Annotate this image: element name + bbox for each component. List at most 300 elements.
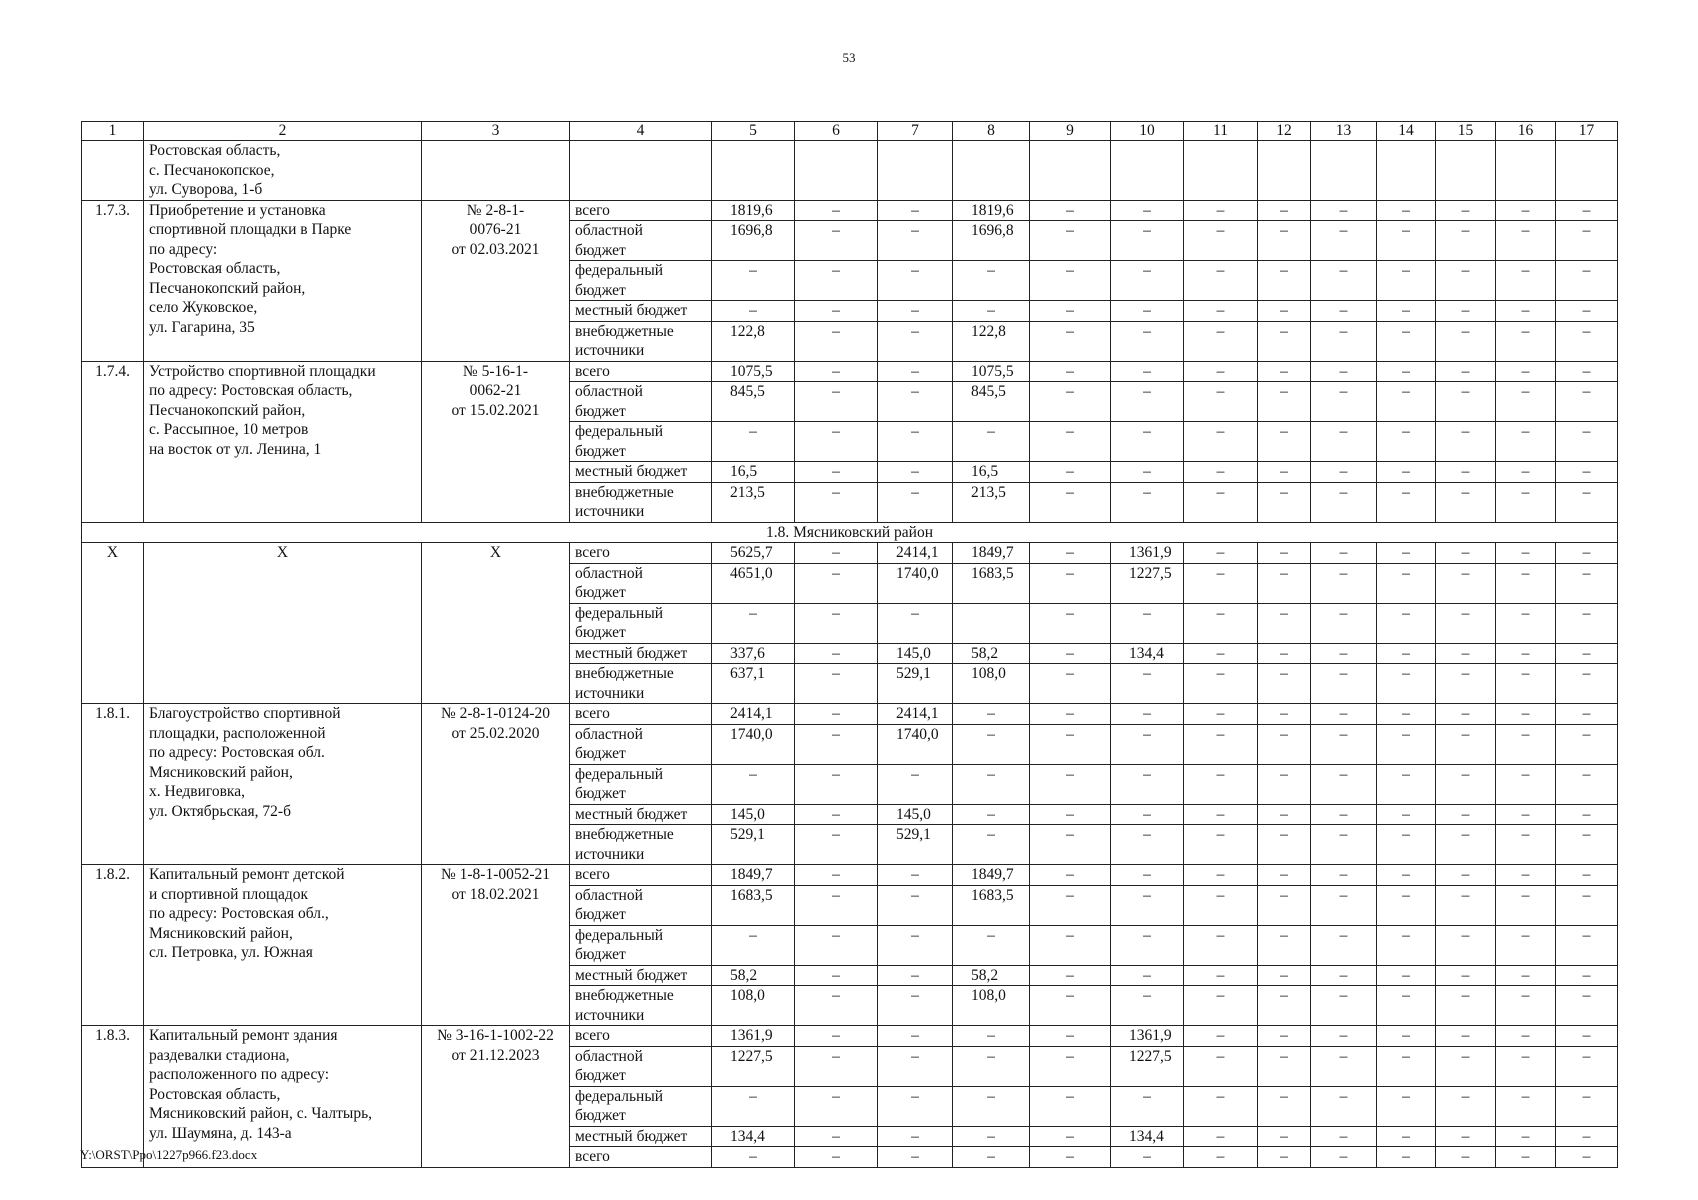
value-cell: –	[795, 462, 878, 483]
row-number: 1.8.3.	[82, 1026, 144, 1168]
value-cell: –	[1030, 462, 1111, 483]
value-cell: –	[1184, 1026, 1258, 1047]
value-cell: –	[1556, 603, 1618, 643]
value-cell: –	[878, 885, 953, 925]
column-header: 12	[1258, 122, 1311, 141]
value-cell: –	[795, 1026, 878, 1047]
value-cell: 1849,7	[953, 543, 1030, 564]
value-cell: –	[1030, 361, 1111, 382]
value-cell: 108,0	[712, 986, 795, 1026]
value-cell: –	[1311, 382, 1377, 422]
value-cell: –	[1436, 361, 1496, 382]
value-cell: 122,8	[953, 321, 1030, 361]
value-cell: –	[1496, 825, 1556, 865]
value-cell: –	[1311, 986, 1377, 1026]
funding-source: федеральный бюджет	[570, 925, 712, 965]
value-cell: –	[953, 261, 1030, 301]
row-number: 1.8.1.	[82, 704, 144, 865]
row-number: 1.7.4.	[82, 361, 144, 522]
value-cell: –	[1377, 361, 1436, 382]
value-cell: –	[1030, 482, 1111, 522]
value-cell: –	[1496, 482, 1556, 522]
value-cell: –	[1556, 804, 1618, 825]
value-cell: –	[1436, 664, 1496, 704]
value-cell: 5625,7	[712, 543, 795, 564]
value-cell: –	[1436, 1147, 1496, 1168]
value-cell: –	[1111, 704, 1184, 725]
value-cell: –	[1556, 865, 1618, 886]
value-cell: –	[1030, 804, 1111, 825]
value-cell: –	[1030, 704, 1111, 725]
value-cell: –	[1030, 724, 1111, 764]
value-cell: –	[878, 482, 953, 522]
value-cell: 1227,5	[712, 1046, 795, 1086]
value-cell: –	[1258, 1126, 1311, 1147]
value-cell: –	[878, 603, 953, 643]
value-cell: –	[1377, 1147, 1436, 1168]
value-cell: –	[1377, 221, 1436, 261]
value-cell: –	[1184, 422, 1258, 462]
value-cell: –	[1311, 1126, 1377, 1147]
value-cell: –	[1184, 1126, 1258, 1147]
value-cell: –	[1496, 643, 1556, 664]
value-cell: 4651,0	[712, 563, 795, 603]
value-cell: –	[1258, 200, 1311, 221]
value-cell: –	[1258, 563, 1311, 603]
value-cell: –	[712, 925, 795, 965]
value-cell: 1696,8	[953, 221, 1030, 261]
value-cell: –	[1311, 361, 1377, 382]
value-cell: –	[1311, 1086, 1377, 1126]
table-row	[82, 361, 1618, 382]
value-cell: 1819,6	[712, 200, 795, 221]
value-cell: –	[1496, 664, 1556, 704]
value-cell: –	[712, 301, 795, 322]
value-cell: –	[1496, 301, 1556, 322]
value-cell: –	[1111, 422, 1184, 462]
value-cell: –	[1556, 1126, 1618, 1147]
value-cell: –	[795, 664, 878, 704]
row-number: 1.8.2.	[82, 865, 144, 1026]
value-cell: –	[795, 965, 878, 986]
row-number: 1.7.3.	[82, 200, 144, 361]
value-cell: –	[1184, 1046, 1258, 1086]
value-cell: –	[1111, 664, 1184, 704]
funding-source: всего	[570, 704, 712, 725]
value-cell: –	[1111, 301, 1184, 322]
value-cell: –	[1311, 563, 1377, 603]
value-cell: –	[1030, 563, 1111, 603]
value-cell: 145,0	[712, 804, 795, 825]
value-cell: 1683,5	[712, 885, 795, 925]
value-cell: –	[1258, 261, 1311, 301]
value-cell: –	[1377, 301, 1436, 322]
funding-source: местный бюджет	[570, 462, 712, 483]
value-cell: –	[712, 764, 795, 804]
value-cell: 16,5	[953, 462, 1030, 483]
value-cell: –	[1496, 704, 1556, 725]
value-cell: –	[1436, 221, 1496, 261]
value-cell: –	[1258, 865, 1311, 886]
value-cell: –	[1436, 643, 1496, 664]
document-number: № 5-16-1- 0062-21 от 15.02.2021	[422, 361, 570, 522]
value-cell: –	[1030, 986, 1111, 1026]
funding-source: областной бюджет	[570, 221, 712, 261]
value-cell: –	[1111, 764, 1184, 804]
table-row	[82, 200, 1618, 221]
object-name: Капитальный ремонт здания раздевалки стадиона, расположенного по адресу: Ростовская область, Мясниковский район, с. Чалтырь, ул. Шаумяна, д. 143-а	[144, 1026, 422, 1168]
value-cell: –	[712, 422, 795, 462]
value-cell: –	[712, 1147, 795, 1168]
column-header: 15	[1436, 122, 1496, 141]
value-cell: –	[1311, 301, 1377, 322]
value-cell: –	[795, 1046, 878, 1086]
value-cell: –	[953, 925, 1030, 965]
value-cell: –	[1436, 825, 1496, 865]
value-cell: –	[1258, 422, 1311, 462]
empty-cell	[795, 141, 878, 201]
value-cell: –	[1377, 704, 1436, 725]
value-cell: 134,4	[1111, 1126, 1184, 1147]
value-cell: –	[1311, 221, 1377, 261]
value-cell: –	[1496, 200, 1556, 221]
value-cell: –	[1556, 885, 1618, 925]
value-cell: –	[795, 261, 878, 301]
empty-cell	[1556, 141, 1618, 201]
value-cell: 1740,0	[712, 724, 795, 764]
empty-cell	[1311, 141, 1377, 201]
value-cell: 134,4	[712, 1126, 795, 1147]
value-cell: –	[878, 965, 953, 986]
value-cell: –	[1258, 482, 1311, 522]
value-cell: –	[1184, 462, 1258, 483]
value-cell: –	[712, 603, 795, 643]
value-cell: –	[1258, 825, 1311, 865]
value-cell: –	[1436, 422, 1496, 462]
value-cell: –	[795, 925, 878, 965]
funding-source: всего	[570, 1147, 712, 1168]
value-cell: –	[878, 221, 953, 261]
funding-source: внебюджетные источники	[570, 482, 712, 522]
value-cell: –	[1496, 603, 1556, 643]
empty-cell	[570, 141, 712, 201]
value-cell: –	[1377, 603, 1436, 643]
value-cell: –	[1184, 664, 1258, 704]
value-cell: –	[1377, 543, 1436, 564]
column-header: 4	[570, 122, 712, 141]
value-cell: –	[1258, 704, 1311, 725]
column-header: 14	[1377, 122, 1436, 141]
funding-source: всего	[570, 1026, 712, 1047]
value-cell: –	[1184, 1086, 1258, 1126]
empty-cell	[1030, 141, 1111, 201]
value-cell: –	[1258, 804, 1311, 825]
value-cell: 134,4	[1111, 643, 1184, 664]
value-cell: –	[1030, 825, 1111, 865]
value-cell: –	[878, 1046, 953, 1086]
table-row	[82, 704, 1618, 725]
value-cell: 108,0	[953, 986, 1030, 1026]
value-cell: –	[1258, 361, 1311, 382]
value-cell: –	[795, 543, 878, 564]
value-cell: –	[1030, 301, 1111, 322]
value-cell: –	[1258, 543, 1311, 564]
value-cell: –	[795, 200, 878, 221]
value-cell: –	[1436, 764, 1496, 804]
value-cell: –	[1258, 301, 1311, 322]
value-cell: –	[878, 382, 953, 422]
value-cell: 2414,1	[878, 543, 953, 564]
value-cell: –	[795, 865, 878, 886]
value-cell: –	[1258, 885, 1311, 925]
object-name: Устройство спортивной площадки по адресу: Ростовская область, Песчанокопский район, с. Рассыпное, 10 метров на восток от ул. Ленина, 1	[144, 361, 422, 522]
value-cell: –	[1311, 462, 1377, 483]
value-cell: –	[1496, 382, 1556, 422]
funding-source: федеральный бюджет	[570, 1086, 712, 1126]
value-cell: –	[878, 422, 953, 462]
value-cell: –	[1111, 321, 1184, 361]
value-cell: –	[1377, 804, 1436, 825]
value-cell: –	[1184, 482, 1258, 522]
funding-source: местный бюджет	[570, 1126, 712, 1147]
value-cell: –	[1377, 200, 1436, 221]
value-cell: –	[1436, 1086, 1496, 1126]
value-cell: –	[795, 361, 878, 382]
value-cell: –	[795, 704, 878, 725]
value-cell: –	[1111, 1086, 1184, 1126]
object-name: Благоустройство спортивной площадки, расположенной по адресу: Ростовская обл. Мясниковский район, х. Недвиговка, ул. Октябрьская, 72-б	[144, 704, 422, 865]
value-cell: –	[1496, 422, 1556, 462]
value-cell: 1683,5	[953, 563, 1030, 603]
funding-source: внебюджетные источники	[570, 825, 712, 865]
funding-source: федеральный бюджет	[570, 422, 712, 462]
value-cell: –	[878, 1026, 953, 1047]
value-cell: –	[1496, 1046, 1556, 1086]
section-row	[82, 522, 1618, 543]
value-cell: –	[795, 804, 878, 825]
value-cell: –	[878, 1086, 953, 1126]
value-cell: –	[1184, 563, 1258, 603]
value-cell: –	[1436, 804, 1496, 825]
object-name: Приобретение и установка спортивной площадки в Парке по адресу: Ростовская область, Песчанокопский район, село Жуковское, ул. Гагарина, 35	[144, 200, 422, 361]
column-header: 16	[1496, 122, 1556, 141]
value-cell: –	[1184, 361, 1258, 382]
value-cell: 122,8	[712, 321, 795, 361]
value-cell: –	[1311, 321, 1377, 361]
header-row	[82, 122, 1618, 141]
funding-source: внебюджетные источники	[570, 664, 712, 704]
value-cell: –	[1030, 865, 1111, 886]
funding-source: областной бюджет	[570, 1046, 712, 1086]
column-header: 8	[953, 122, 1030, 141]
document-number: № 2-8-1- 0076-21 от 02.03.2021	[422, 200, 570, 361]
value-cell: –	[1556, 563, 1618, 603]
value-cell: 529,1	[878, 825, 953, 865]
value-cell: –	[1556, 1147, 1618, 1168]
value-cell: –	[1111, 261, 1184, 301]
value-cell: –	[795, 301, 878, 322]
value-cell: –	[1436, 986, 1496, 1026]
table-row	[82, 543, 1618, 564]
column-header: 6	[795, 122, 878, 141]
empty-cell	[953, 141, 1030, 201]
value-cell: 845,5	[953, 382, 1030, 422]
value-cell: –	[1436, 200, 1496, 221]
value-cell: –	[953, 301, 1030, 322]
value-cell: –	[1377, 724, 1436, 764]
empty-cell	[1496, 141, 1556, 201]
value-cell: –	[1030, 764, 1111, 804]
value-cell: –	[1030, 643, 1111, 664]
value-cell: –	[795, 422, 878, 462]
value-cell: –	[1258, 603, 1311, 643]
value-cell: 108,0	[953, 664, 1030, 704]
empty-cell	[878, 141, 953, 201]
value-cell: –	[1436, 462, 1496, 483]
value-cell: 1075,5	[953, 361, 1030, 382]
value-cell: –	[1556, 1086, 1618, 1126]
value-cell: –	[795, 724, 878, 764]
value-cell: –	[1436, 724, 1496, 764]
value-cell: –	[1556, 1046, 1618, 1086]
column-header: 10	[1111, 122, 1184, 141]
value-cell: –	[1030, 1026, 1111, 1047]
value-cell: –	[1436, 261, 1496, 301]
value-cell: –	[1111, 603, 1184, 643]
value-cell: –	[1496, 925, 1556, 965]
value-cell: –	[1030, 1126, 1111, 1147]
value-cell: –	[878, 865, 953, 886]
value-cell: 1227,5	[1111, 563, 1184, 603]
value-cell: –	[1377, 1026, 1436, 1047]
value-cell: –	[1111, 361, 1184, 382]
value-cell: –	[1030, 1046, 1111, 1086]
value-cell: –	[1377, 664, 1436, 704]
value-cell: –	[878, 764, 953, 804]
value-cell: –	[1377, 643, 1436, 664]
value-cell: 145,0	[878, 804, 953, 825]
column-header: 2	[144, 122, 422, 141]
value-cell: –	[795, 764, 878, 804]
value-cell: –	[878, 1147, 953, 1168]
value-cell: –	[1377, 885, 1436, 925]
value-cell: 58,2	[953, 643, 1030, 664]
value-cell: –	[1377, 965, 1436, 986]
object-name: Капитальный ремонт детской и спортивной площадок по адресу: Ростовская обл., Мясниковский район, сл. Петровка, ул. Южная	[144, 865, 422, 1026]
value-cell: 58,2	[712, 965, 795, 986]
funding-source: внебюджетные источники	[570, 986, 712, 1026]
funding-source: всего	[570, 361, 712, 382]
table-row	[82, 1026, 1618, 1047]
value-cell: –	[1184, 704, 1258, 725]
value-cell: –	[1436, 382, 1496, 422]
funding-source: местный бюджет	[570, 301, 712, 322]
value-cell: –	[1556, 382, 1618, 422]
value-cell: –	[1111, 965, 1184, 986]
value-cell: –	[1556, 704, 1618, 725]
value-cell: –	[1111, 1147, 1184, 1168]
value-cell: –	[795, 643, 878, 664]
value-cell: –	[1556, 643, 1618, 664]
column-header: 13	[1311, 122, 1377, 141]
value-cell: –	[1556, 986, 1618, 1026]
value-cell: 1075,5	[712, 361, 795, 382]
value-cell: –	[795, 825, 878, 865]
value-cell: –	[1496, 321, 1556, 361]
file-path: Y:\ORST\Ppo\1227p966.f23.docx	[80, 1147, 258, 1162]
value-cell: 845,5	[712, 382, 795, 422]
value-cell: 1740,0	[878, 563, 953, 603]
value-cell: –	[1496, 724, 1556, 764]
value-cell: –	[1184, 543, 1258, 564]
value-cell: –	[1556, 301, 1618, 322]
value-cell: –	[953, 1126, 1030, 1147]
value-cell: –	[1496, 986, 1556, 1026]
value-cell: –	[1377, 382, 1436, 422]
value-cell: –	[1311, 603, 1377, 643]
section-title: 1.8. Мясниковский район	[82, 522, 1618, 543]
value-cell: –	[1030, 925, 1111, 965]
value-cell: –	[1556, 764, 1618, 804]
value-cell: –	[1258, 664, 1311, 704]
value-cell: 2414,1	[878, 704, 953, 725]
value-cell: 529,1	[878, 664, 953, 704]
value-cell: 58,2	[953, 965, 1030, 986]
column-header: 9	[1030, 122, 1111, 141]
value-cell: –	[795, 1126, 878, 1147]
value-cell: –	[953, 1046, 1030, 1086]
value-cell: –	[1258, 925, 1311, 965]
value-cell: –	[1311, 704, 1377, 725]
value-cell: –	[1311, 865, 1377, 886]
continuation-row	[82, 141, 1618, 201]
value-cell: –	[1377, 865, 1436, 886]
value-cell: –	[1377, 764, 1436, 804]
value-cell: –	[795, 1086, 878, 1126]
value-cell: –	[1184, 825, 1258, 865]
value-cell: –	[1377, 462, 1436, 483]
value-cell: –	[1311, 643, 1377, 664]
value-cell: –	[1436, 321, 1496, 361]
funding-source: внебюджетные источники	[570, 321, 712, 361]
value-cell: –	[1311, 1147, 1377, 1168]
value-cell: –	[1436, 704, 1496, 725]
value-cell: 1361,9	[712, 1026, 795, 1047]
value-cell: –	[1556, 200, 1618, 221]
value-cell: –	[1111, 885, 1184, 925]
value-cell: –	[1111, 200, 1184, 221]
value-cell: –	[1377, 825, 1436, 865]
value-cell	[953, 603, 1030, 643]
value-cell: –	[1111, 221, 1184, 261]
value-cell: –	[878, 1126, 953, 1147]
value-cell: –	[795, 382, 878, 422]
value-cell: –	[1377, 1086, 1436, 1126]
value-cell: –	[795, 321, 878, 361]
value-cell: –	[1377, 261, 1436, 301]
value-cell: –	[1496, 965, 1556, 986]
value-cell: –	[1556, 482, 1618, 522]
value-cell: –	[1030, 885, 1111, 925]
value-cell: –	[1496, 804, 1556, 825]
value-cell: –	[1111, 382, 1184, 422]
table-row	[82, 865, 1618, 886]
value-cell: –	[1377, 1046, 1436, 1086]
value-cell: –	[1496, 361, 1556, 382]
value-cell: –	[1030, 965, 1111, 986]
value-cell: –	[1496, 221, 1556, 261]
value-cell: –	[1311, 965, 1377, 986]
